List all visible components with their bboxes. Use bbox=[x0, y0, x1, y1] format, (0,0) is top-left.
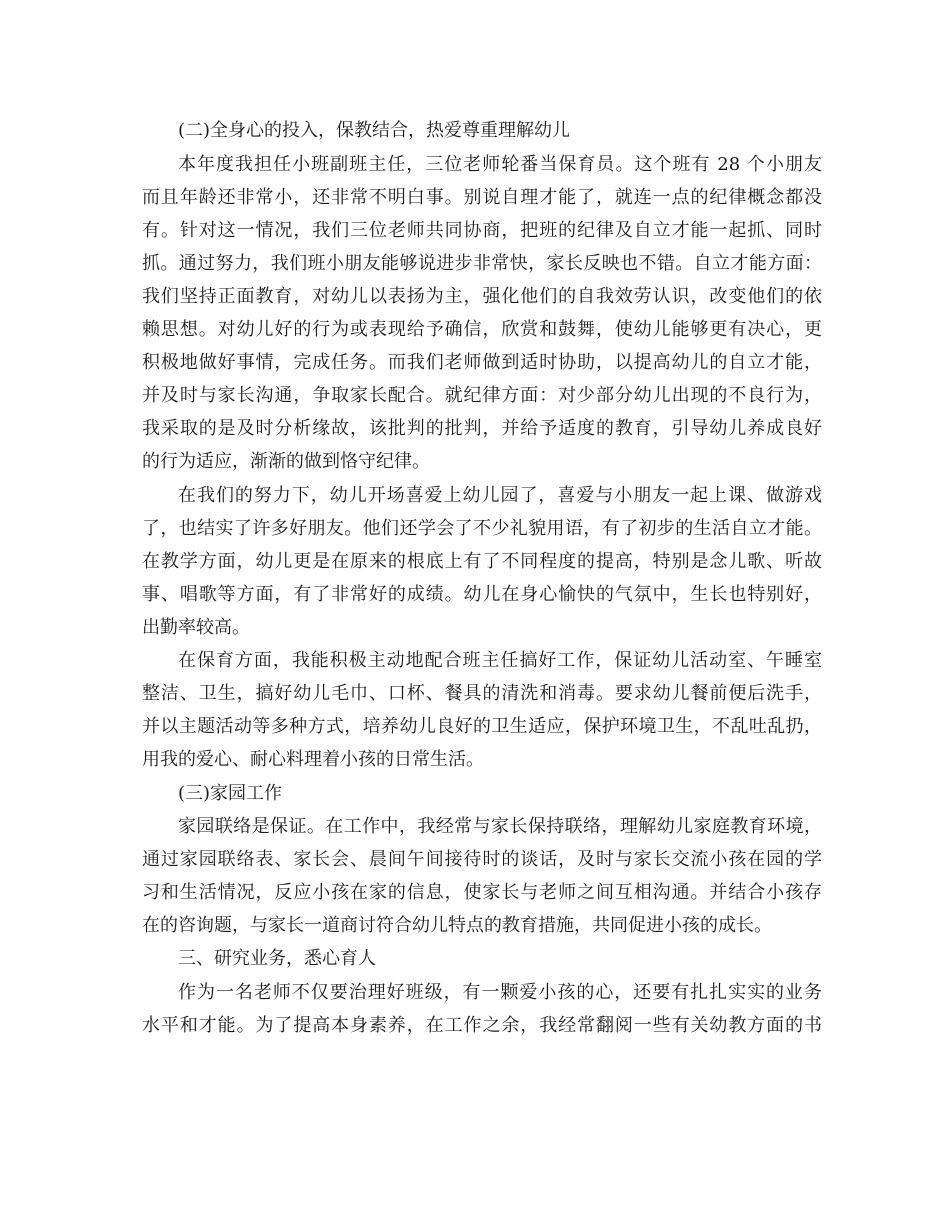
paragraph-line: 用我的爱心、耐心料理着小孩的日常生活。 bbox=[142, 749, 484, 770]
paragraph-line: 作为一名老师不仅要治理好班级，有一颗爱小孩的心，还要有扎扎实实的业务 bbox=[178, 982, 822, 1003]
paragraph-line: 事、唱歌等方面，有了非常好的成绩。幼儿在身心愉快的气氛中，生长也特别好， bbox=[142, 584, 822, 605]
section-heading-3: (三)家园工作 bbox=[178, 783, 283, 804]
paragraph-line: 在教学方面，幼儿更是在原来的根底上有了不同程度的提高，特别是念儿歌、听故 bbox=[142, 551, 822, 572]
section-heading-2: (二)全身心的投入，保教结合，热爱尊重理解幼儿 bbox=[178, 120, 571, 141]
paragraph-line: 我采取的是及时分析缘故，该批判的批判，并给予适度的教育，引导幼儿养成良好 bbox=[142, 418, 822, 439]
paragraph-line: 家园联络是保证。在工作中，我经常与家长保持联络，理解幼儿家庭教育环境， bbox=[178, 816, 822, 837]
paragraph-line: 通过家园联络表、家长会、晨间午间接待时的谈话，及时与家长交流小孩在园的学 bbox=[142, 849, 822, 870]
paragraph-line: 赖思想。对幼儿好的行为或表现给予确信，欣赏和鼓舞，使幼儿能够更有决心，更 bbox=[142, 319, 822, 340]
chapter-heading-3: 三、研究业务，悉心育人 bbox=[178, 948, 376, 969]
paragraph-line: 水平和才能。为了提高本身素养，在工作之余，我经常翻阅一些有关幼教方面的书 bbox=[142, 1015, 822, 1036]
paragraph-line: 并以主题活动等多种方式，培养幼儿良好的卫生适应，保护环境卫生，不乱吐乱扔， bbox=[142, 716, 822, 737]
paragraph-line: 在的咨询题，与家长一道商讨符合幼儿特点的教育措施，共同促进小孩的成长。 bbox=[142, 915, 772, 936]
paragraph-line: 本年度我担任小班副班主任，三位老师轮番当保育员。这个班有 28 个小朋友 bbox=[178, 154, 822, 175]
paragraph-line: 在我们的努力下，幼儿开场喜爱上幼儿园了，喜爱与小朋友一起上课、做游戏 bbox=[178, 485, 822, 506]
paragraph-line: 了，也结实了许多好朋友。他们还学会了不少礼貌用语，有了初步的生活自立才能。 bbox=[142, 518, 822, 539]
paragraph-line: 并及时与家长沟通，争取家长配合。就纪律方面：对少部分幼儿出现的不良行为， bbox=[142, 385, 822, 406]
paragraph-line: 整洁、卫生，搞好幼儿毛巾、口杯、餐具的清洗和消毒。要求幼儿餐前便后洗手， bbox=[142, 683, 822, 704]
paragraph-line: 在保育方面，我能积极主动地配合班主任搞好工作，保证幼儿活动室、午睡室 bbox=[178, 650, 822, 671]
paragraph-line: 的行为适应，渐渐的做到恪守纪律。 bbox=[142, 451, 430, 472]
paragraph-line: 习和生活情况，反应小孩在家的信息，使家长与老师之间互相沟通。并结合小孩存 bbox=[142, 882, 822, 903]
paragraph-line: 出勤率较高。 bbox=[142, 617, 250, 638]
paragraph-line: 积极地做好事情，完成任务。而我们老师做到适时协助，以提高幼儿的自立才能， bbox=[142, 352, 822, 373]
paragraph-line: 有。针对这一情况，我们三位老师共同协商，把班的纪律及自立才能一起抓、同时 bbox=[142, 220, 822, 241]
paragraph-line: 抓。通过努力，我们班小朋友能够说进步非常快，家长反映也不错。自立才能方面： bbox=[142, 253, 822, 274]
paragraph-line: 而且年龄还非常小，还非常不明白事。别说自理才能了，就连一点的纪律概念都没 bbox=[142, 187, 822, 208]
paragraph-line: 我们坚持正面教育，对幼儿以表扬为主，强化他们的自我效劳认识，改变他们的依 bbox=[142, 286, 822, 307]
